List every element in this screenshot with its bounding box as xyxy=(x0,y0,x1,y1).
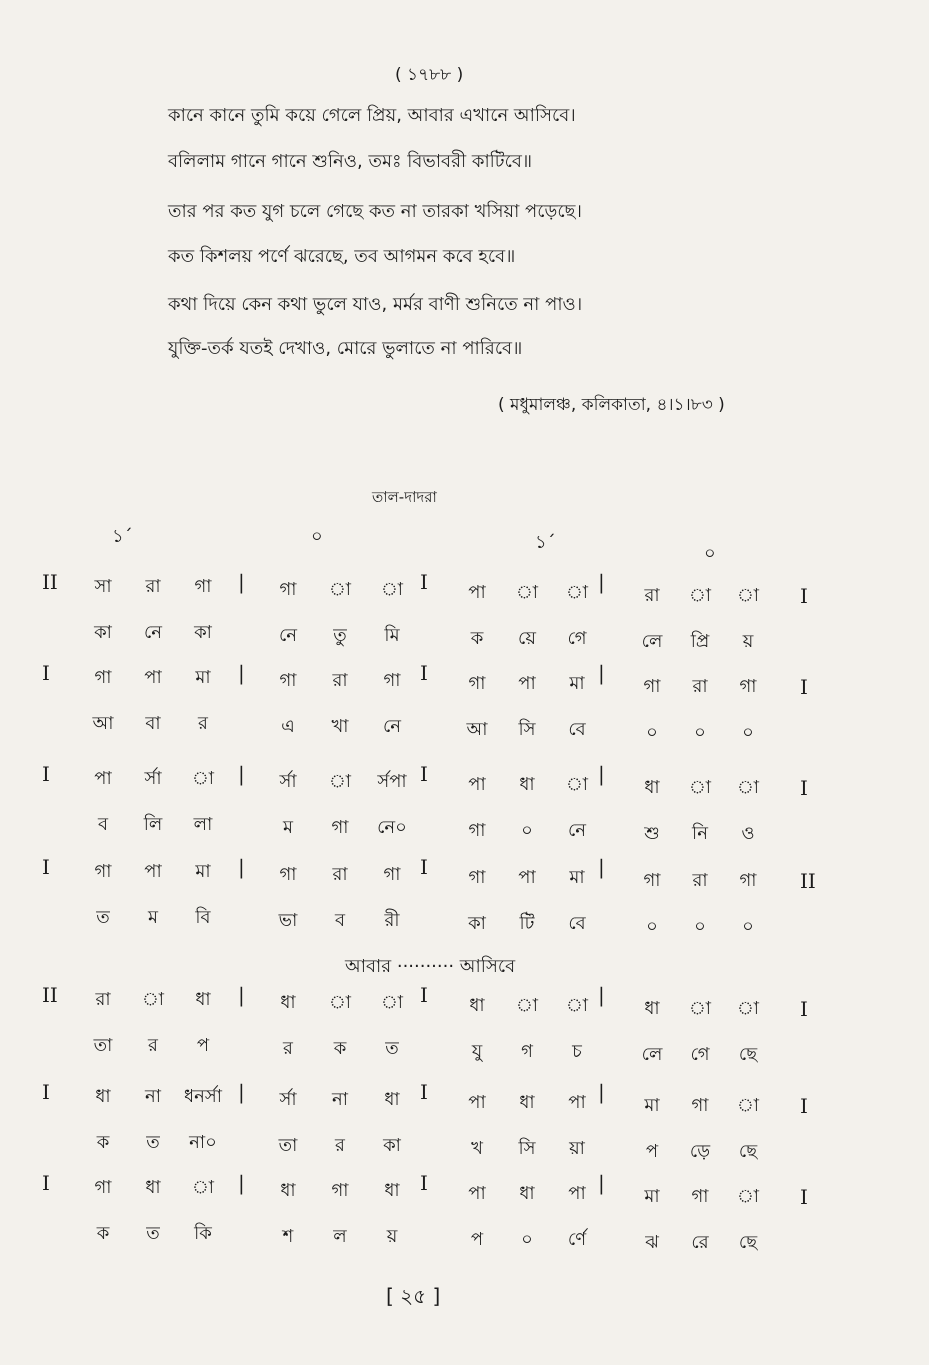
lyric-syllable: প xyxy=(645,1141,659,1162)
lyric-syllable: গ xyxy=(521,1041,533,1062)
swara-note: গা xyxy=(643,676,661,697)
swara-note: ধা xyxy=(384,1180,400,1201)
lyric-syllable: ক xyxy=(96,1223,110,1244)
bar-separator: | xyxy=(238,1080,245,1104)
swara-note: র্সা xyxy=(279,1089,297,1110)
swara-note: ধা xyxy=(280,992,296,1013)
swara-note: া xyxy=(688,585,712,606)
lyric-syllable: র xyxy=(198,713,208,734)
page-number: [ ২৫ ] xyxy=(386,1284,441,1308)
bar-separator: | xyxy=(598,1171,605,1195)
bar-separator: | xyxy=(238,661,245,685)
bar-line-end: I xyxy=(800,776,808,800)
swara-note: া xyxy=(328,579,352,600)
swara-note: ধা xyxy=(644,777,660,798)
bar-line-end: I xyxy=(800,1094,808,1118)
lyric-syllable: লি xyxy=(143,814,163,835)
lyric-syllable: র xyxy=(283,1038,293,1059)
swara-note: া xyxy=(565,582,589,603)
poem-line: তার পর কত যুগ চলে গেছে কত না তারকা খসিয়া পড়েছে। xyxy=(168,201,582,222)
swara-note: ধা xyxy=(195,989,211,1010)
swara-note: পা xyxy=(468,582,486,603)
swara-note: রা xyxy=(95,989,111,1010)
refrain-line: আবার ·········· আসিবে xyxy=(345,956,516,977)
lyric-syllable: গা xyxy=(331,817,349,838)
swara-note: ধা xyxy=(519,1183,535,1204)
lyric-syllable: মি xyxy=(384,625,400,646)
swara-note: পা xyxy=(568,1092,586,1113)
swara-note: মা xyxy=(569,673,585,694)
bar-separator: I xyxy=(420,762,428,786)
swara-note: গা xyxy=(279,864,297,885)
lyric-syllable: তা xyxy=(93,1035,113,1056)
lyric-syllable: র xyxy=(148,1035,158,1056)
swara-note: গা xyxy=(643,870,661,891)
bar-separator: I xyxy=(420,855,428,879)
lyric-syllable: য় xyxy=(386,1226,398,1247)
swara-note: গা xyxy=(739,676,757,697)
swara-note: পা xyxy=(94,768,112,789)
swara-note: পা xyxy=(468,1183,486,1204)
swara-note: ধা xyxy=(145,1177,161,1198)
bar-line-start: I xyxy=(42,1080,50,1104)
lyric-syllable: বা xyxy=(145,713,161,734)
swara-note: না xyxy=(145,1086,161,1107)
lyric-syllable: ০ xyxy=(694,916,706,937)
swara-note: া xyxy=(380,579,404,600)
lyric-syllable: ছে xyxy=(738,1141,758,1162)
swara-note: রা xyxy=(332,864,348,885)
lyric-syllable: টি xyxy=(519,913,535,934)
lyric-syllable: ০ xyxy=(742,722,754,743)
bar-separator: | xyxy=(238,570,245,594)
lyric-syllable: ঝ xyxy=(645,1232,659,1253)
swara-note: া xyxy=(736,1186,760,1207)
lyric-syllable: সি xyxy=(518,1138,536,1159)
swara-note: রা xyxy=(332,670,348,691)
swara-note: গা xyxy=(331,1180,349,1201)
swara-note: া xyxy=(191,1177,215,1198)
lyric-syllable: ব xyxy=(97,814,109,835)
beat-marker: ০ xyxy=(704,543,716,564)
swara-note: গা xyxy=(94,667,112,688)
swara-note: গা xyxy=(468,867,486,888)
lyric-syllable: ০ xyxy=(646,722,658,743)
swara-note: রা xyxy=(145,576,161,597)
swara-note: মা xyxy=(644,1186,660,1207)
swara-note: ধা xyxy=(519,1092,535,1113)
swara-note: া xyxy=(141,989,165,1010)
bar-line-end: I xyxy=(800,584,808,608)
swara-note: া xyxy=(565,995,589,1016)
lyric-syllable: কা xyxy=(468,913,486,934)
bar-line-start: II xyxy=(42,570,58,594)
lyric-syllable: যু xyxy=(471,1041,483,1062)
lyric-syllable: রী xyxy=(384,910,400,931)
lyric-syllable: কি xyxy=(194,1223,212,1244)
lyric-syllable: ০ xyxy=(742,916,754,937)
bar-separator: | xyxy=(238,762,245,786)
lyric-syllable: য়ে xyxy=(518,628,536,649)
swara-note: ধা xyxy=(280,1180,296,1201)
bar-line-start: I xyxy=(42,762,50,786)
bar-line-end: I xyxy=(800,675,808,699)
swara-note: র্সপা xyxy=(377,771,407,792)
swara-note: পা xyxy=(144,861,162,882)
lyric-syllable: বে xyxy=(568,913,586,934)
swara-note: া xyxy=(191,768,215,789)
swara-note: া xyxy=(736,585,760,606)
lyric-syllable: য় xyxy=(742,631,754,652)
lyric-syllable: গা xyxy=(468,820,486,841)
poem-line: যুক্তি-তর্ক যতই দেখাও, মোরে ভুলাতে না পারিবে॥ xyxy=(168,338,523,359)
swara-note: না xyxy=(332,1089,348,1110)
lyric-syllable: নে xyxy=(382,716,402,737)
lyric-syllable: তা xyxy=(278,1135,298,1156)
swara-note: র্সা xyxy=(144,768,162,789)
bar-separator: | xyxy=(238,1171,245,1195)
lyric-syllable: ড়ে xyxy=(689,1141,711,1162)
lyric-syllable: এ xyxy=(281,716,295,737)
lyric-syllable: রে xyxy=(691,1232,709,1253)
swara-note: গা xyxy=(194,576,212,597)
poem-source: ( মধুমালঞ্চ, কলিকাতা, ৪।১।৮৩ ) xyxy=(498,395,725,415)
lyric-syllable: ম xyxy=(148,907,158,928)
bar-line-start: I xyxy=(42,661,50,685)
lyric-syllable: ক xyxy=(470,628,484,649)
swara-note: া xyxy=(515,995,539,1016)
swara-note: গা xyxy=(739,870,757,891)
beat-marker: ১´ xyxy=(535,532,556,553)
swara-note: ধা xyxy=(95,1086,111,1107)
swara-note: ধনর্সা xyxy=(184,1086,222,1107)
swara-note: গা xyxy=(279,670,297,691)
swara-note: পা xyxy=(568,1183,586,1204)
swara-note: মা xyxy=(644,1095,660,1116)
lyric-syllable: প xyxy=(470,1229,484,1250)
lyric-syllable: আ xyxy=(466,719,488,740)
bar-separator: I xyxy=(420,1171,428,1195)
lyric-syllable: তু xyxy=(333,625,347,646)
swara-note: া xyxy=(736,777,760,798)
swara-note: ধা xyxy=(469,995,485,1016)
lyric-syllable: কা xyxy=(383,1135,401,1156)
beat-marker: ১´ xyxy=(112,526,133,547)
swara-note: সা xyxy=(94,576,112,597)
bar-line-start: II xyxy=(42,983,58,1007)
poem-line: কথা দিয়ে কেন কথা ভুলে যাও, মর্মর বাণী শুনিতে না পাও। xyxy=(168,294,583,315)
bar-line-end: I xyxy=(800,1185,808,1209)
swara-note: া xyxy=(328,992,352,1013)
swara-note: গা xyxy=(94,1177,112,1198)
swara-note: পা xyxy=(468,1092,486,1113)
bar-separator: I xyxy=(420,661,428,685)
lyric-syllable: না০ xyxy=(189,1132,217,1153)
lyric-syllable: ক xyxy=(333,1038,347,1059)
swara-note: গা xyxy=(691,1095,709,1116)
lyric-syllable: নে xyxy=(278,625,298,646)
bar-separator: | xyxy=(598,1080,605,1104)
bar-separator: I xyxy=(420,1080,428,1104)
lyric-syllable: ০ xyxy=(521,820,533,841)
swara-note: া xyxy=(328,771,352,792)
lyric-syllable: ত xyxy=(96,907,110,928)
bar-line-end: II xyxy=(800,869,816,893)
lyric-syllable: লে xyxy=(641,1044,663,1065)
lyric-syllable: খ xyxy=(471,1138,483,1159)
swara-note: পা xyxy=(518,867,536,888)
lyric-syllable: র্ণে xyxy=(567,1229,587,1250)
lyric-syllable: ত xyxy=(146,1223,160,1244)
lyric-syllable: বি xyxy=(195,907,211,928)
lyric-syllable: লা xyxy=(193,814,213,835)
swara-note: া xyxy=(380,992,404,1013)
swara-note: া xyxy=(688,998,712,1019)
lyric-syllable: ০ xyxy=(521,1229,533,1250)
swara-note: গা xyxy=(383,670,401,691)
lyric-syllable: গে xyxy=(690,1044,710,1065)
lyric-syllable: আ xyxy=(92,713,114,734)
lyric-syllable: নে xyxy=(143,622,163,643)
swara-note: রা xyxy=(692,870,708,891)
bar-separator: | xyxy=(598,855,605,879)
bar-separator: | xyxy=(238,983,245,1007)
lyric-syllable: নি xyxy=(692,823,708,844)
lyric-syllable: ম xyxy=(283,817,293,838)
lyric-syllable: ও xyxy=(741,823,755,844)
lyric-syllable: গে xyxy=(567,628,587,649)
swara-note: গা xyxy=(279,579,297,600)
lyric-syllable: র xyxy=(335,1135,345,1156)
swara-note: ধা xyxy=(644,998,660,1019)
lyric-syllable: ক xyxy=(96,1132,110,1153)
lyric-syllable: ত xyxy=(385,1038,399,1059)
poem-line: কত কিশলয় পর্ণে ঝরেছে, তব আগমন কবে হবে॥ xyxy=(168,246,516,267)
lyric-syllable: সি xyxy=(518,719,536,740)
lyric-syllable: য়া xyxy=(569,1138,585,1159)
lyric-syllable: চ xyxy=(572,1041,582,1062)
bar-separator: | xyxy=(598,983,605,1007)
swara-note: পা xyxy=(468,774,486,795)
lyric-syllable: লে xyxy=(641,631,663,652)
lyric-syllable: ভা xyxy=(278,910,298,931)
swara-note: মা xyxy=(195,861,211,882)
bar-line-start: I xyxy=(42,855,50,879)
lyric-syllable: শ xyxy=(282,1226,294,1247)
swara-note: া xyxy=(688,777,712,798)
lyric-syllable: ত xyxy=(146,1132,160,1153)
bar-separator: I xyxy=(420,570,428,594)
bar-separator: | xyxy=(598,570,605,594)
swara-note: া xyxy=(736,998,760,1019)
bar-line-start: I xyxy=(42,1171,50,1195)
lyric-syllable: ছে xyxy=(738,1044,758,1065)
bar-separator: I xyxy=(420,983,428,1007)
bar-separator: | xyxy=(598,762,605,786)
bar-line-end: I xyxy=(800,997,808,1021)
swara-note: পা xyxy=(144,667,162,688)
poem-line: বলিলাম গানে গানে শুনিও, তমঃ বিভাবরী কাটিবে॥ xyxy=(168,151,533,172)
swara-note: গা xyxy=(691,1186,709,1207)
lyric-syllable: ল xyxy=(333,1226,347,1247)
swara-note: গা xyxy=(383,864,401,885)
beat-marker: ০ xyxy=(311,526,323,547)
swara-note: র্সা xyxy=(279,771,297,792)
lyric-syllable: বে xyxy=(568,719,586,740)
lyric-syllable: নে xyxy=(567,820,587,841)
swara-note: রা xyxy=(644,585,660,606)
tala-name: তাল-দাদরা xyxy=(372,488,437,506)
poem-line: কানে কানে তুমি কয়ে গেলে প্রিয়, আবার এখানে আসিবে। xyxy=(168,105,576,126)
lyric-syllable: ব xyxy=(334,910,346,931)
bar-separator: | xyxy=(598,661,605,685)
swara-note: ধা xyxy=(519,774,535,795)
lyric-syllable: ০ xyxy=(646,916,658,937)
lyric-syllable: খা xyxy=(331,716,349,737)
lyric-syllable: কা xyxy=(194,622,212,643)
swara-note: া xyxy=(515,582,539,603)
swara-note: গা xyxy=(468,673,486,694)
lyric-syllable: শু xyxy=(644,823,660,844)
swara-note: মা xyxy=(195,667,211,688)
lyric-syllable: কা xyxy=(94,622,112,643)
swara-note: মা xyxy=(569,867,585,888)
lyric-syllable: ছে xyxy=(738,1232,758,1253)
lyric-syllable: নে০ xyxy=(377,817,407,838)
lyric-syllable: ০ xyxy=(694,722,706,743)
bar-separator: | xyxy=(238,855,245,879)
lyric-syllable: প্রি xyxy=(690,631,710,652)
swara-note: া xyxy=(736,1095,760,1116)
lyric-syllable: প xyxy=(196,1035,210,1056)
swara-note: পা xyxy=(518,673,536,694)
page-header: ( ১৭৮৮ ) xyxy=(395,65,464,85)
swara-note: ধা xyxy=(384,1089,400,1110)
swara-note: গা xyxy=(94,861,112,882)
swara-note: রা xyxy=(692,676,708,697)
swara-note: া xyxy=(565,774,589,795)
